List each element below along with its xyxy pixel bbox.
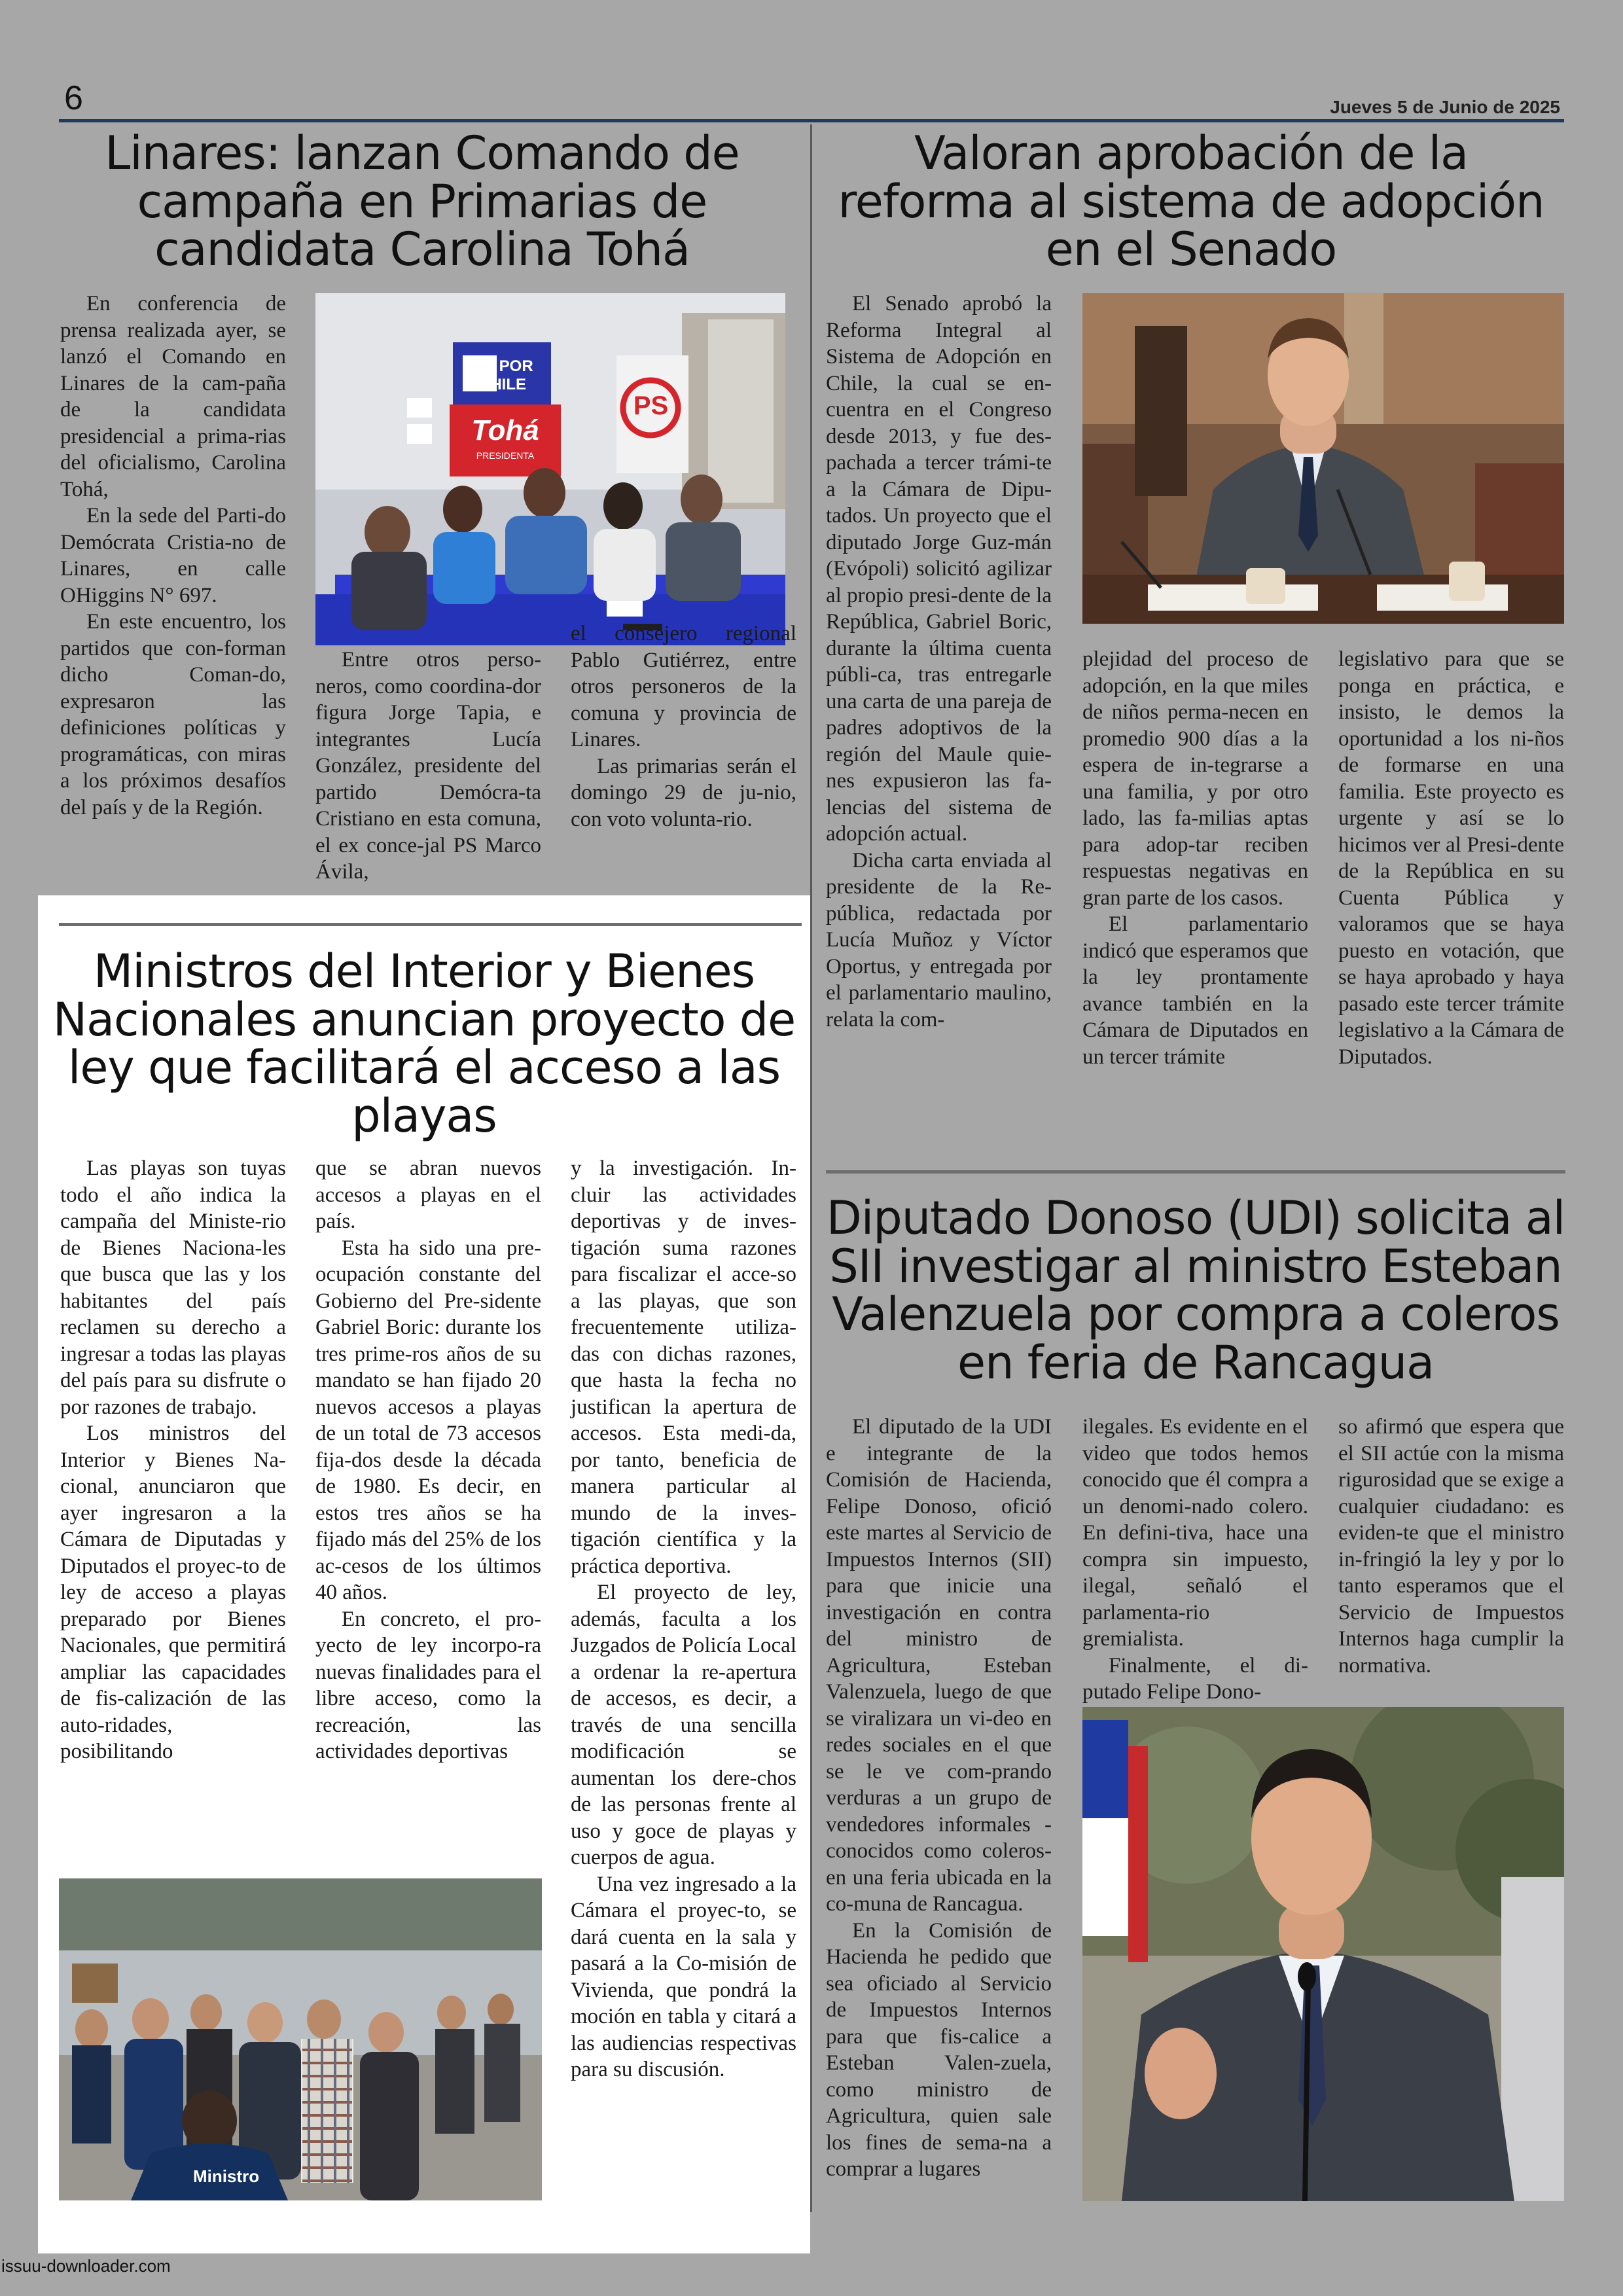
paragraph: Los ministros del Interior y Bienes Na-cional, anunciaron que ayer ingresaron a la Cámara de Diputadas y Diputados el proyec-to de ley de acceso a playas preparado por Bienes Nacionales, que permitirá ampliar las capacidades de fis-calización de las auto-ridades, posibilitando [60,1422,286,1763]
paragraph: En la sede del Parti-do Demócrata Cristia-no de Linares, en calle OHiggins N° 697. [60,504,286,607]
paragraph: En concreto, el pro-yecto de ley incorpo-ra nuevas finalidades para el libre acceso, como la recreación, las actividades deportivas [315,1607,541,1763]
adopcion-col1 [826,291,1052,1033]
paragraph: El diputado de la UDI e integrante de la Comisión de Hacienda, Felipe Donoso, ofició este martes al Servicio de Impuestos Internos (SII) para que inicie una investigación en contra del ministro de Agricultura, Esteban Valenzuela, luego de que se viralizara un vi-deo en redes sociales en el que se le ve com-prando verduras a un grupo de vendedores informales -conocidos como coleros- en una feria ubicada en la co-muna de Rancagua. [826,1415,1052,1916]
playas-col2 [315,1155,541,1765]
paragraph: Entre otros perso-neros, como coordina-dor figura Jorge Tapia, e integrantes Lucía González, presidente del partido Demócra-ta Cristiano en esta comuna, el ex conce-jal PS Marco Ávila, [315,648,541,884]
donoso-photo [1082,1707,1564,2201]
paragraph: Dicha carta enviada al presidente de la Re-pública, redactada por Lucía Muñoz y Víctor Oportus, y entregada por el parlamentario maulino, relata la com- [826,848,1052,1031]
jacket-label: Ministro [193,2166,260,2186]
linares-photo [315,293,785,645]
paragraph: El Senado aprobó la Reforma Integral al Sistema de Adopción en Chile, la cual se en-cuentra en el Congreso desde 2013, y fue des-pachada a tercer trámi-te a la Cámara de Dipu-tados. Un proyecto que el diputado Jorge Guz-mán (Evópoli) solicitó agilizar al propio presi-dente de la República, Gabriel Boric, durante la última cuenta públi-ca, tras entregarle una carta de una pareja de padres adoptivos de la región del Maule quie-nes expusieron las fa-lencias del sistema de adopción actual. [826,292,1052,846]
paragraph: Las primarias serán el domingo 29 de ju-nio, con voto volunta-rio. [571,754,796,831]
adopcion-col2 [1082,646,1308,1070]
playas-photo-scene [59,1878,542,2200]
header-rule [59,119,1564,122]
paragraph: plejidad del proceso de adopción, en la que miles de niños perma-necen en promedio 900 días a la espera de in-tegrarse a una familia, y por otro lado, las fa-milias aptas para adop-tar reciben respuestas negativas en gran parte de los casos. [1082,647,1308,910]
paragraph: El proyecto de ley, además, faculta a los Juzgados de Policía Local a ordenar la re-apertura de accesos, es decir, a través de una sencilla modificación se aumentan los dere-chos de las personas frente al uso y goce de playas y cuerpos de agua. [571,1581,796,1869]
linares-col2 [315,647,541,886]
column-divider [810,124,812,2212]
linares-col1 [60,291,286,821]
page-number: 6 [64,79,83,117]
paragraph: y la investigación. In-cluir las actividades deportivas y de inves-tigación suma razones para fiscalizar el acce-so a las playas, que son frecuentemente utiliza-das con dichas razones, que hasta la fecha no justifican la apertura de accesos. Esta medi-da, por tanto, beneficia de manera particular al mundo de la inves-tigación científica y la práctica deportiva. [571,1157,796,1578]
playas-headline: Ministros del Interior y Bienes Nacionales anuncian proyecto de ley que facilitará el acceso a las playas [52,944,796,1143]
playas-photo [59,1878,542,2200]
linares-col3 [571,620,796,833]
paragraph: el consejero regional Pablo Gutiérrez, entre otros personeros de la comuna y provincia de Linares. [571,622,796,751]
paragraph: En este encuentro, los partidos que con-forman dicho Coman-do, expresaron las definiciones políticas y programáticas, con miras a los próximos desafíos del país y de la Región. [60,610,286,819]
paragraph: Esta ha sido una pre-ocupación constante del Gobierno del Pre-sidente Gabriel Boric: durante los tres prime-ros años de su mandato se han fijado 20 nuevos accesos a playas de un total de 73 accesos fija-dos desde la década de 1980. Es decir, en estos tres años se ha fijado más del 25% de los ac-cesos de los últimos 40 años. [315,1236,541,1604]
footer-credit: issuu-downloader.com [1,2256,171,2276]
paragraph: Finalmente, el di-putado Felipe Dono- [1082,1653,1308,1704]
paragraph: Una vez ingresado a la Cámara el proyec-to, se dará cuenta en la sala y pasará a la Co-misión de Vivienda, que pondrá la moción en tabla y citará a las audiencias respectivas para su discusión. [571,1872,796,2081]
paragraph: El parlamentario indicó que esperamos que la ley prontamente avance también en la Cámara de Diputados en un tercer trámite [1082,912,1308,1069]
paragraph: so afirmó que espera que el SII actúe con la misma rigurosidad que se exige a cualquier ciudadano: es eviden-te que el ministro in-fringió la ley y por lo tanto esperamos que el Servicio de Impuestos Internos haga cumplir la normativa. [1338,1415,1564,1677]
paragraph: ilegales. Es evidente en el video que todos hemos conocido que él compra a un denomi-nado colero. En defini-tiva, hace una compra sin impuesto, ilegal, señaló el parlamenta-rio gremialista. [1082,1415,1308,1651]
donoso-col3 [1338,1414,1564,1679]
linares-headline: Linares: lanzan Comando de campaña en Primarias de candidata Carolina Tohá [105,126,740,276]
sign-ps: PS [633,391,669,420]
sign-dc-por-chile: DC POR CHILE [472,357,533,393]
paragraph: legislativo para que se ponga en práctica, e insisto, le demos la oportunidad a los ni-ños de formarse en una familia. Este proyecto es urgente y así se lo hicimos ver al Presi-dente de la República en su Cuenta Pública y valoramos que se haya puesto en votación, que se haya aprobado y haya pasado este tercer trámite legislativo a la Cámara de Diputados. [1338,647,1564,1069]
paragraph: En conferencia de prensa realizada ayer, se lanzó el Comando en Linares de la cam-paña de la candidata presidencial a prima-rias del oficialismo, Carolina Tohá, [60,292,286,501]
playas-col3 [571,1155,796,2083]
sign-toha-sub: PRESIDENTA [476,450,535,461]
adopcion-col3 [1338,646,1564,1070]
adopcion-photo-scene [1082,293,1564,624]
sign-toha: Tohá [471,414,539,446]
donoso-headline: Diputado Donoso (UDI) solicita al SII investigar al ministro Esteban Valenzuela por compra a coleros en feria de Rancagua [826,1191,1565,1390]
donoso-photo-scene [1082,1707,1564,2201]
adopcion-photo [1082,293,1564,624]
donoso-col2 [1082,1414,1308,1706]
playas-col1 [60,1155,286,1765]
section-rule [59,923,802,926]
section-rule [826,1170,1565,1174]
adopcion-headline: Valoran aprobación de la reforma al sistema de adopción en el Senado [838,126,1544,276]
paragraph: En la Comisión de Hacienda he pedido que sea oficiado al Servicio de Impuestos Internos para que fis-calice a Esteban Valen-zuela, como ministro de Agricultura, quien sale los fines de sema-na a comprar a lugares [826,1918,1052,2181]
donoso-col1 [826,1414,1052,2183]
paragraph: Las playas son tuyas todo el año indica la campaña del Ministe-rio de Bienes Naciona-les que busca que las y los habitantes del país reclamen su derecho a ingresar a todas las playas del país para su disfrute o por razones de trabajo. [60,1157,286,1419]
linares-photo-scene [315,293,785,645]
issue-date: Jueves 5 de Junio de 2025 [1330,97,1560,117]
paragraph: que se abran nuevos accesos a playas en el país. [315,1157,541,1233]
